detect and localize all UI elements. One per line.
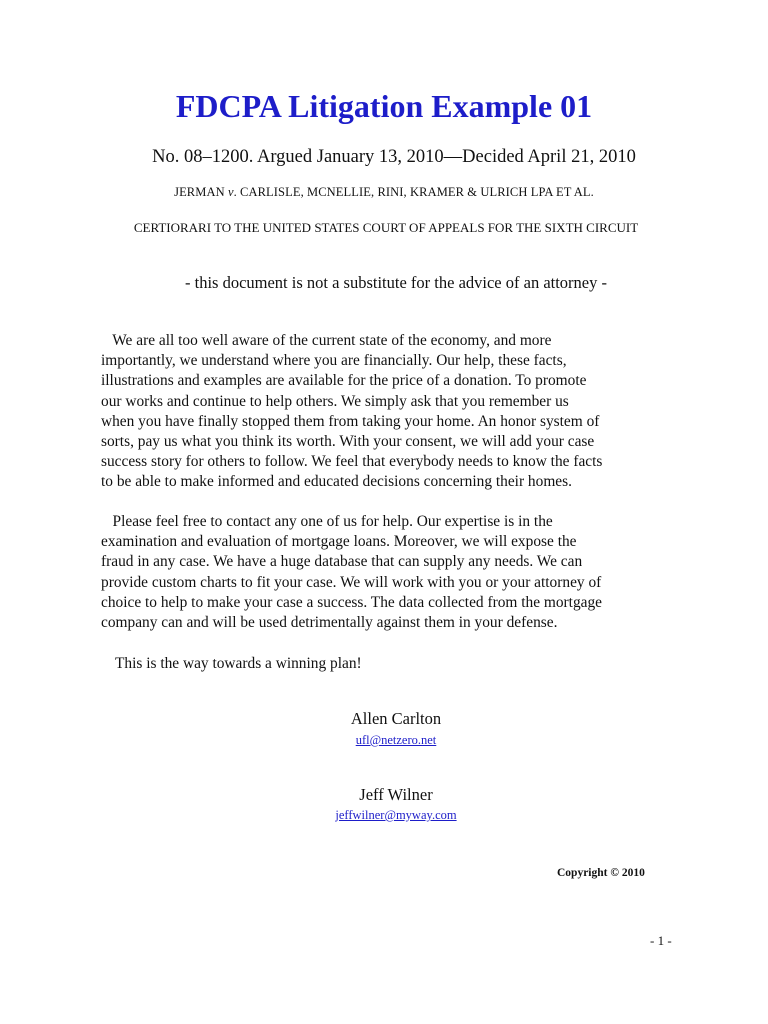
paragraph-line: Please feel free to contact any one of us for help. Our expertise is in the xyxy=(101,513,553,530)
certiorari-line: CERTIORARI TO THE UNITED STATES COURT OF APPEALS FOR THE SIXTH CIRCUIT xyxy=(133,220,639,235)
case-number-line: No. 08–1200. Argued January 13, 2010—Decided April 21, 2010 xyxy=(152,147,636,167)
case-parties xyxy=(0,183,768,201)
paragraph-contact xyxy=(101,512,681,633)
paragraph-line: provide custom charts to fit your case. We will work with you or your attorney of xyxy=(101,573,602,591)
paragraph-line: choice to help to make your case a success. The data collected from the mortgage xyxy=(101,593,602,611)
signature-name: Allen Carlton xyxy=(350,709,442,728)
page-number: - 1 - xyxy=(650,933,672,948)
paragraph-line: This is the way towards a winning plan! xyxy=(115,655,362,672)
paragraph-line: company can and will be used detrimentally against them in your defense. xyxy=(101,614,558,632)
party-petitioner: JERMAN xyxy=(174,185,228,199)
disclaimer: - this document is not a substitute for the advice of an attorney - xyxy=(184,273,607,292)
paragraph-line: to be able to make informed and educated decisions concerning their homes. xyxy=(101,473,572,491)
document-title: FDCPA Litigation Example 01 xyxy=(175,88,593,124)
paragraph-line: illustrations and examples are available for the price of a donation. To promote xyxy=(101,372,587,390)
paragraph-line: sorts, pay us what you think its worth. With your consent, we will add your case xyxy=(101,433,595,451)
email-link[interactable]: ufl@netzero.net xyxy=(355,733,437,747)
email-link[interactable]: jeffwilner@myway.com xyxy=(335,808,457,822)
paragraph-line: fraud in any case. We have a huge database that can supply any needs. We can xyxy=(101,553,583,571)
paragraph-line: when you have finally stopped them from taking your home. An honor system of xyxy=(101,412,600,430)
paragraph-line: success story for others to follow. We feel that everybody needs to know the facts xyxy=(101,453,603,471)
paragraph-line: our works and continue to help others. We simply ask that you remember us xyxy=(101,392,569,410)
party-respondents: . CARLISLE, MCNELLIE, RINI, KRAMER & ULRICH LPA ET AL. xyxy=(233,185,594,199)
paragraph-line: We are all too well aware of the current state of the economy, and more xyxy=(101,332,552,349)
copyright-notice: Copyright © 2010 xyxy=(557,867,645,879)
paragraph-donation xyxy=(101,331,681,493)
versus-abbrev: v xyxy=(227,185,234,199)
paragraph-line: examination and evaluation of mortgage loans. Moreover, we will expose the xyxy=(101,533,577,551)
paragraph-line: importantly, we understand where you are financially. Our help, these facts, xyxy=(101,352,567,370)
signature-name: Jeff Wilner xyxy=(359,785,433,804)
paragraph-winning-plan xyxy=(115,654,695,674)
